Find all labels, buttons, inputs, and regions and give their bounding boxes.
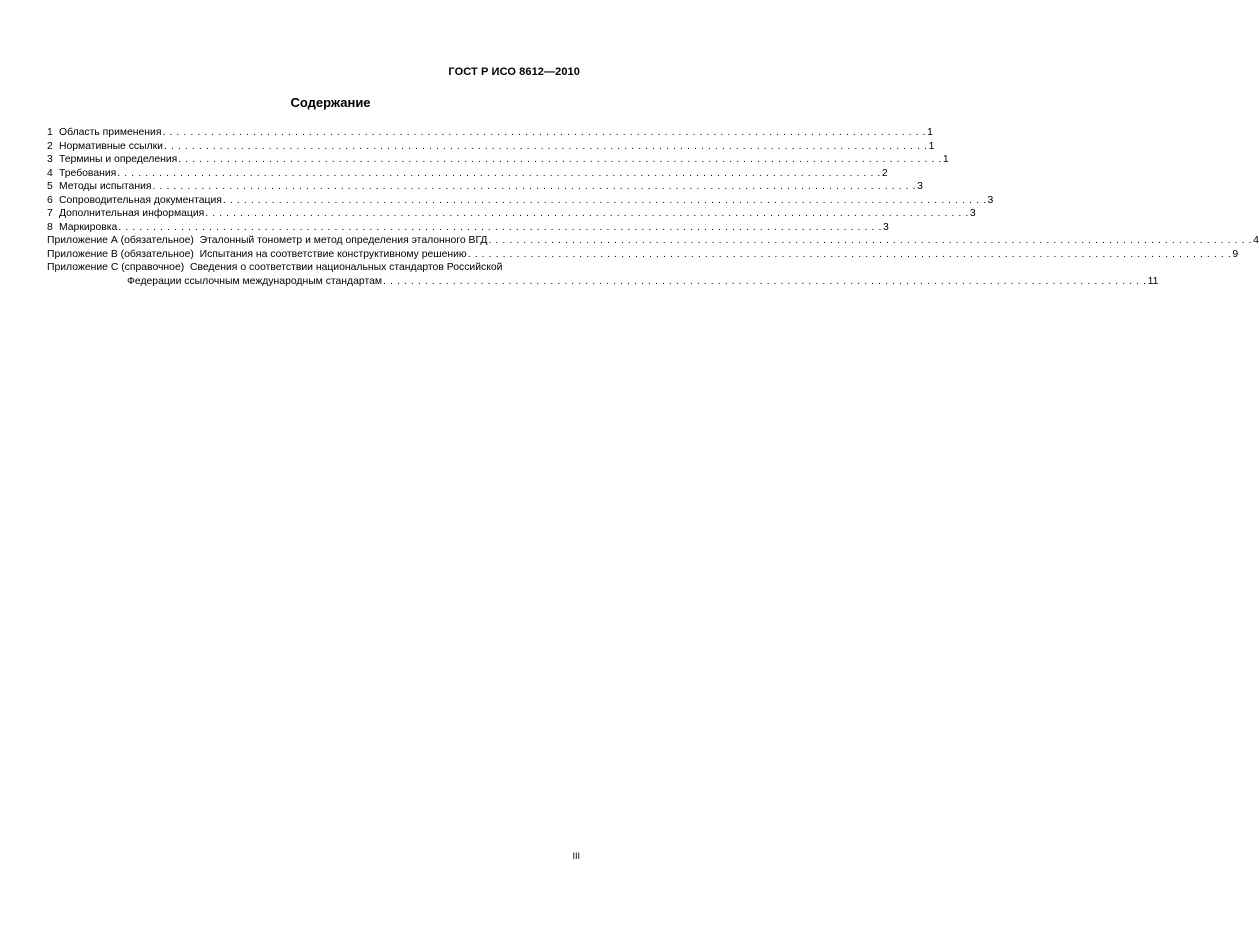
toc-item-1[interactable] — [47, 126, 933, 140]
toc-annex-page: 4 — [1253, 235, 1259, 246]
toc-item-7[interactable] — [47, 207, 976, 221]
toc-item-2[interactable] — [47, 140, 935, 154]
page-number: III — [572, 851, 580, 861]
toc-item-page: 1 — [927, 127, 933, 138]
toc-leader-dots — [152, 180, 918, 194]
toc-leader-dots — [177, 153, 943, 167]
toc-item-5[interactable] — [47, 180, 923, 194]
toc-item-8[interactable] — [47, 221, 889, 235]
toc-item-label: 3 Термины и определения — [47, 154, 178, 165]
toc-leader-dots — [163, 140, 929, 154]
toc-item-page: 1 — [928, 140, 935, 152]
toc-item-label: 8 Маркировка — [47, 221, 118, 233]
toc-item-page: 3 — [969, 208, 976, 219]
toc-item-label: 5 Методы испытания — [47, 181, 152, 192]
toc-annex-label: Приложение В (обязательное) Испытания на соответствие конструктивному решению — [47, 248, 467, 260]
toc-item-label: 4 Требования — [47, 167, 117, 179]
toc-annex-page: 9 — [1232, 248, 1239, 260]
toc-annex-label-line2: Федерации ссылочным международным стандартам . . . 11 — [47, 275, 663, 289]
toc-item-page: 1 — [942, 154, 949, 165]
toc-title: Содержание — [290, 95, 371, 110]
toc-annex-c[interactable] — [47, 261, 1159, 288]
toc-item-page: 3 — [917, 181, 923, 192]
toc-leader-dots — [161, 126, 927, 140]
toc-leader-dots — [222, 194, 988, 208]
toc-item-label: 6 Сопроводительная документация — [47, 194, 222, 206]
toc-item-3[interactable] — [47, 153, 949, 167]
toc-leader-dots — [117, 221, 883, 235]
toc-annex-label: Приложение А (обязательное) Эталонный тонометр и метод определения эталонного ВГД — [47, 235, 488, 246]
toc-annex-page: 11 — [1147, 275, 1159, 287]
toc-leader-dots — [204, 207, 970, 221]
toc-item-page: 3 — [987, 194, 994, 206]
toc-annex-a[interactable] — [47, 234, 1259, 248]
toc-leader-dots — [382, 275, 1148, 289]
toc-leader-dots — [116, 167, 882, 181]
toc-item-page: 2 — [881, 167, 888, 179]
document-code: ГОСТ Р ИСО 8612—2010 — [448, 66, 580, 78]
toc-item-label: 2 Нормативные ссылки — [47, 140, 163, 152]
table-of-contents — [47, 126, 1259, 288]
toc-item-6[interactable] — [47, 194, 994, 208]
toc-annex-b[interactable] — [47, 248, 1239, 262]
toc-item-page: 3 — [882, 221, 889, 233]
toc-item-label: 1 Область применения — [47, 127, 162, 138]
toc-item-label: 7 Дополнительная информация — [47, 208, 205, 219]
toc-leader-dots — [467, 248, 1233, 262]
toc-annex-label-line1: Приложение С (справочное) Сведения о соответствии национальных стандартов Российской — [47, 262, 503, 273]
toc-item-4[interactable] — [47, 167, 888, 181]
toc-leader-dots — [487, 234, 1253, 248]
